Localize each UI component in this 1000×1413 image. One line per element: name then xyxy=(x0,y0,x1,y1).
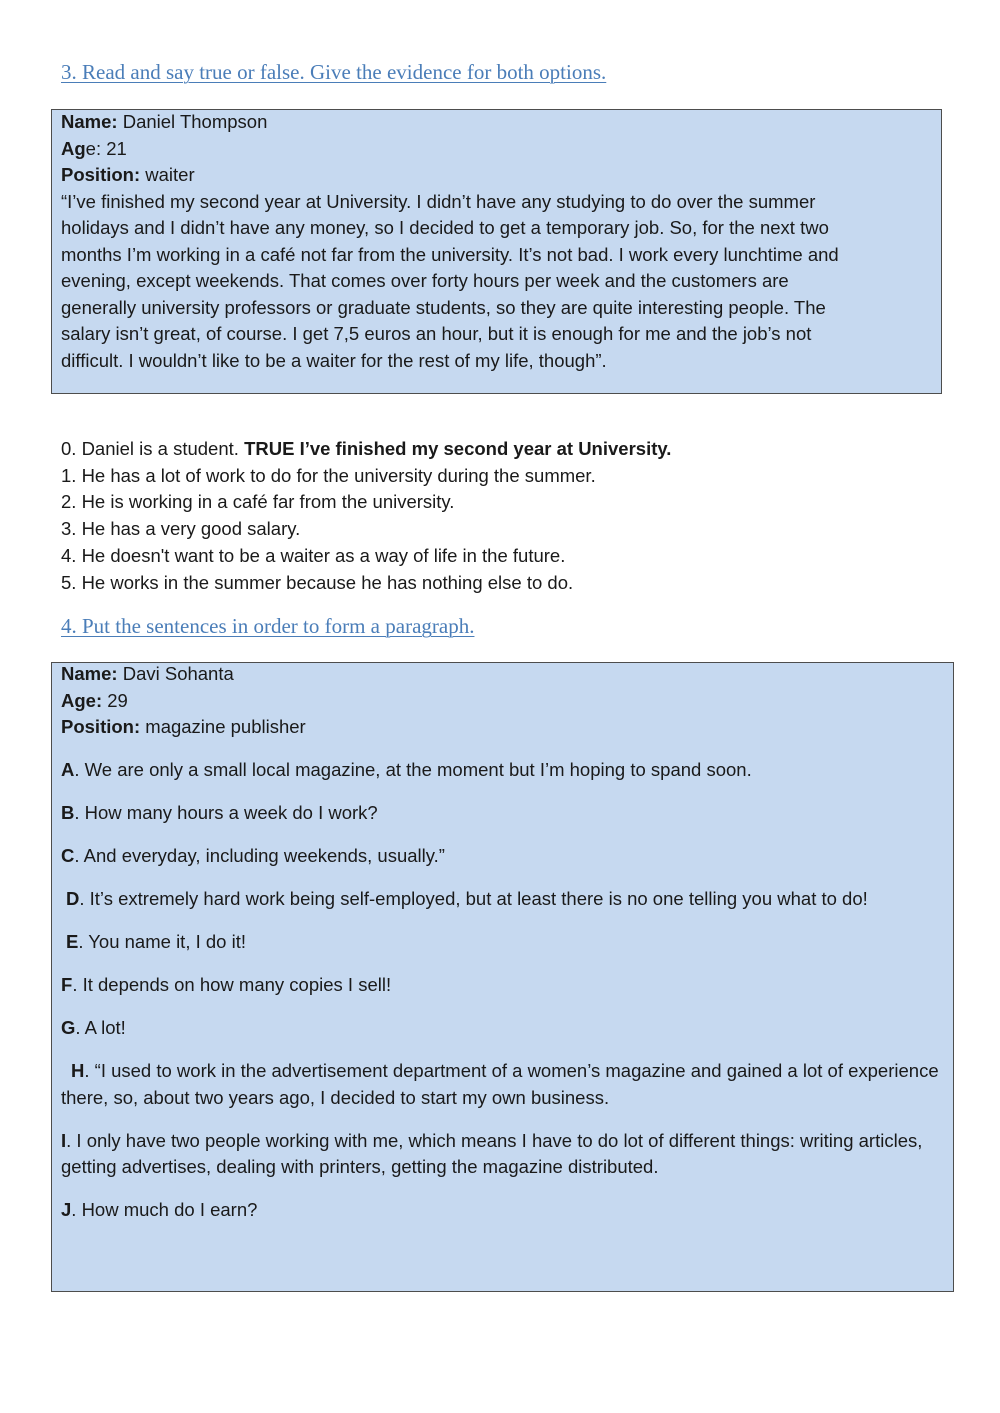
quote-line: difficult. I wouldn’t like to be a waiter for the rest of my life, though”. xyxy=(61,349,607,371)
position-value: waiter xyxy=(140,164,195,185)
sentence-text: . I only have two people working with me, which means I have to do lot of different things: writing articles, getting advertises, dealing with printers, getting the magazine distributed. xyxy=(61,1129,923,1177)
sentence-text: . You name it, I do it! xyxy=(78,931,246,952)
sentence-letter: F xyxy=(61,974,73,995)
statement-item: 5. He works in the summer because he has nothing else to do. xyxy=(61,571,574,593)
sentence-b xyxy=(61,800,941,827)
sentence-g xyxy=(61,1015,941,1042)
sentence-letter: B xyxy=(61,802,75,823)
profile-box-davi xyxy=(51,662,954,1292)
age-value: 29 xyxy=(102,689,128,711)
position-label: Position: xyxy=(61,716,141,737)
name-value: Davi Sohanta xyxy=(117,663,234,684)
sentence-text: . And everyday, including weekends, usually.” xyxy=(74,845,445,866)
quote-line: salary isn’t great, of course. I get 7,5 euros an hour, but it is enough for me and the job’s not xyxy=(61,323,812,344)
sentence-text: . How much do I earn? xyxy=(71,1199,258,1220)
sentence-letter: A xyxy=(61,759,75,780)
sentence-letter: J xyxy=(61,1199,72,1220)
quote-line: months I’m working in a café not far from the university. It’s not bad. I work every lunchtime and xyxy=(61,243,839,265)
sentence-letter: C xyxy=(61,845,75,866)
name-value: Daniel Thompson xyxy=(117,111,268,132)
sentence-letter: I xyxy=(61,1129,67,1151)
profile-age-row xyxy=(61,688,944,715)
sentence-j xyxy=(61,1197,941,1224)
sentence-letter: G xyxy=(61,1017,76,1038)
sentence-text: . “I used to work in the advertisement department of a women’s magazine and gained a lot of experience there, so, about two years ago, I decided to start my own business. xyxy=(61,1060,939,1108)
age-label: Age: xyxy=(61,689,103,711)
profile-name-row xyxy=(61,661,944,688)
sentence-i xyxy=(61,1128,941,1181)
sentence-letter: E xyxy=(66,931,79,952)
profile-box-daniel xyxy=(51,109,942,394)
statement-item: 3. He has a very good salary. xyxy=(61,518,301,540)
name-label: Name: xyxy=(61,111,118,132)
position-value: magazine publisher xyxy=(140,716,306,737)
example-statement xyxy=(61,436,671,463)
quote-line: generally university professors or graduate students, so they are quite interesting people. The xyxy=(61,296,826,318)
example-answer: TRUE I’ve finished my second year at University. xyxy=(244,438,672,459)
example-prefix: 0. Daniel is a student. xyxy=(61,438,245,459)
profile-position-row xyxy=(61,162,932,189)
age-value: e: 21 xyxy=(85,137,127,159)
sentence-d xyxy=(61,886,946,913)
section-4-heading: 4. Put the sentences in order to form a paragraph. xyxy=(61,614,475,638)
name-label: Name: xyxy=(61,663,118,684)
sentence-e xyxy=(61,929,946,956)
sentence-a xyxy=(61,757,941,784)
sentence-text: . How many hours a week do I work? xyxy=(74,802,378,823)
quote-line: holidays and I didn’t have any money, so I decided to get a temporary job. So, for the next two xyxy=(61,217,829,238)
statement-item: 1. He has a lot of work to do for the university during the summer. xyxy=(61,464,596,486)
sentence-h xyxy=(61,1058,941,1111)
sentence-text: . It depends on how many copies I sell! xyxy=(72,974,392,995)
profile-age-row xyxy=(61,136,932,163)
sentence-text: . It’s extremely hard work being self-employed, but at least there is no one telling you what to do! xyxy=(79,888,868,909)
sentence-letter: H xyxy=(71,1060,85,1081)
sentence-text: . We are only a small local magazine, at the moment but I’m hoping to spand soon. xyxy=(74,759,752,780)
profile-position-row xyxy=(61,714,944,741)
sentence-f xyxy=(61,972,941,999)
statement-item: 4. He doesn't want to be a waiter as a way of life in the future. xyxy=(61,544,566,566)
profile-name-row xyxy=(61,109,932,136)
position-label: Position: xyxy=(61,164,141,185)
statement-item: 2. He is working in a café far from the university. xyxy=(61,491,455,513)
statement-list xyxy=(61,436,671,596)
section-3-heading: 3. Read and say true or false. Give the evidence for both options. xyxy=(61,60,607,84)
age-label: Ag xyxy=(61,137,86,159)
sentence-c xyxy=(61,843,941,870)
quote-line: “I’ve finished my second year at University. I didn’t have any studying to do over the summer xyxy=(61,190,816,212)
quote-line: evening, except weekends. That comes over forty hours per week and the customers are xyxy=(61,270,789,291)
sentence-text: . A lot! xyxy=(75,1017,126,1038)
sentence-letter: D xyxy=(66,888,80,909)
